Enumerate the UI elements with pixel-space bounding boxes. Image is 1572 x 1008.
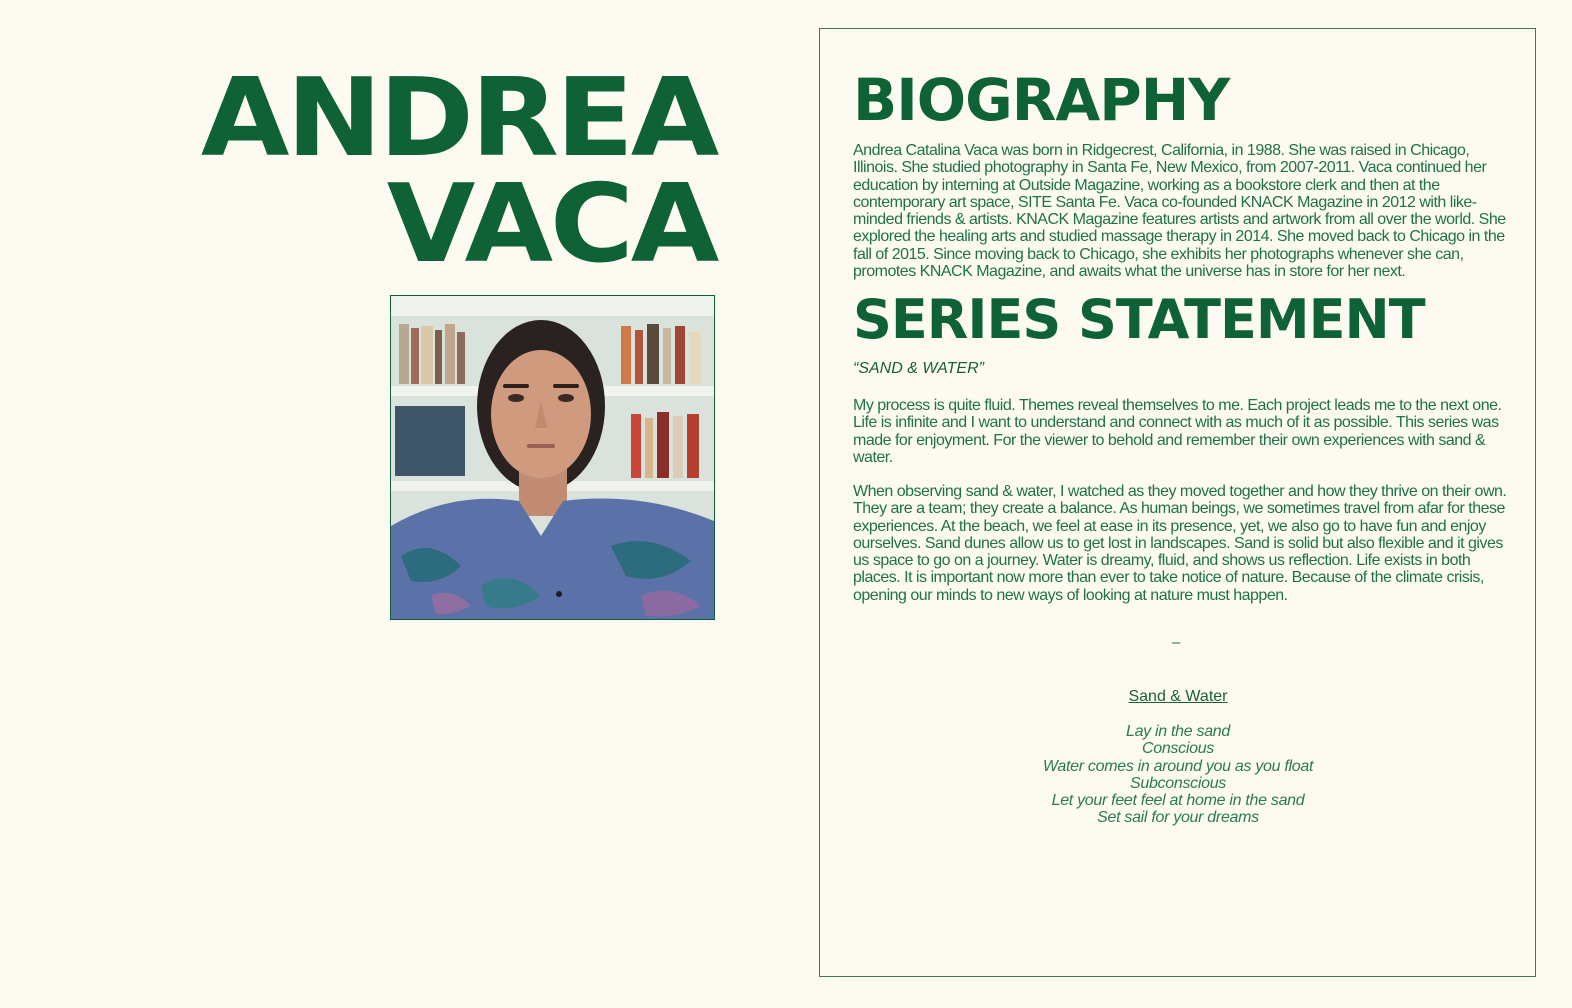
portrait-photo (391, 296, 714, 619)
poem-line: Subconscious (1129, 774, 1227, 792)
artist-first-name: ANDREA (200, 56, 716, 181)
series-subtitle: “SAND & WATER” (853, 360, 984, 377)
separator: – (1172, 634, 1181, 651)
artist-last-name: VACA (386, 162, 716, 287)
poem-line: Set sail for your dreams (1097, 809, 1259, 827)
poem-title: Sand & Water (1128, 688, 1228, 705)
biography-text: Andrea Catalina Vaca was born in Ridgecrest, California, in 1988. She was raised in Chicago, Illinois. She studied photography in Santa Fe, New Mexico, from 2007-2011. Vaca continued her education by interning at Outside Magazine, working as a bookstore clerk and then at the contemporary art space, SITE Santa Fe. Vaca co-founded KNACK Magazine in 2012 with like-minded friends & artists. KNACK Magazine features artists and artwork from all over the world. She explored the healing arts and studied massage therapy in 2014. She moved back to Chicago in the fall of 2015. Since moving back to Chicago, she exhibits her photographs whenever she can, promotes KNACK Magazine, and awaits what the universe has in store for her next. (853, 142, 1506, 281)
poem-line: Water comes in around you as you float (1042, 757, 1314, 775)
statement-paragraph: My process is quite fluid. Themes reveal themselves to me. Each project leads me to the next one. Life is infinite and I want to understand and connect with as much of it as possible. This series was made for enjoyment. For the viewer to behold and remember their own experiences with sand & water. (853, 397, 1502, 466)
artist-name (200, 56, 716, 287)
poem-line: Lay in the sand (1125, 723, 1231, 740)
poem-line: Conscious (1141, 740, 1214, 758)
poem-line: Let your feet feel at home in the sand (1051, 792, 1305, 810)
biography-title: BIOGRAPHY (853, 66, 1230, 134)
artist-portrait (390, 295, 715, 620)
statement-paragraph: When observing sand & water, I watched as they moved together and how they thrive on their own. They are a team; they create a balance. As human beings, we sometimes travel from afar for these experiences. At the beach, we feel at ease in its presence, yet, we also go to have fun and enjoy ourselves. Sand dunes allow us to get lost in landscapes. Sand is solid but also flexible and it gives us space to go on a journey. Water is dreamy, fluid, and shows us reflection. Life exists in both places. It is important now more than ever to take notice of nature. Because of the climate crisis, opening our minds to new ways of looking at nature must happen. (853, 483, 1507, 604)
series-statement-title: SERIES STATEMENT (853, 288, 1425, 351)
poem (978, 723, 1378, 827)
